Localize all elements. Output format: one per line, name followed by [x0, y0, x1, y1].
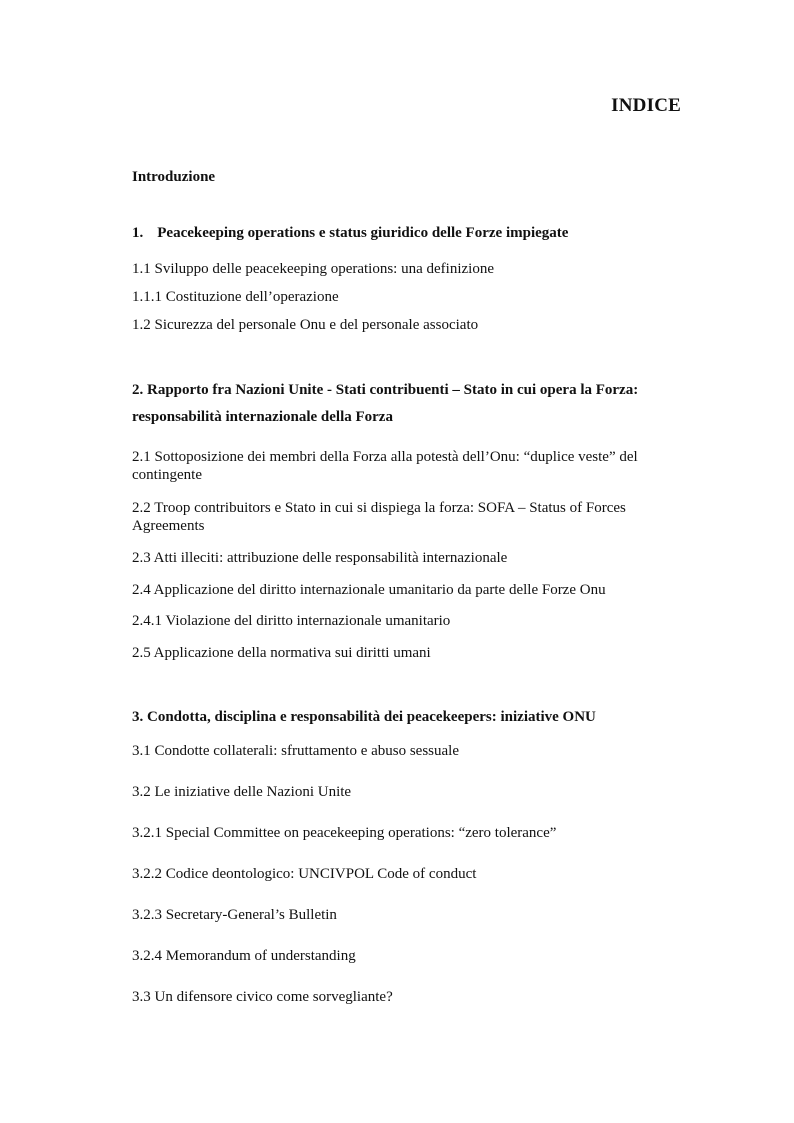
toc-entry-1-2: 1.2 Sicurezza del personale Onu e del personale associato — [132, 317, 479, 333]
toc-entry-1-1-1: 1.1.1 Costituzione dell’operazione — [132, 289, 339, 305]
chapter-2-heading-line1: 2. Rapporto fra Nazioni Unite - Stati contribuenti – Stato in cui opera la Forza: — [132, 382, 639, 398]
toc-entry-3-2-2: 3.2.2 Codice deontologico: UNCIVPOL Code of conduct — [132, 866, 477, 882]
toc-entry-2-2: 2.2 Troop contribuitors e Stato in cui si dispiega la forza: SOFA – Status of Forces Agreements — [132, 500, 626, 534]
toc-entry-1-1: 1.1 Sviluppo delle peacekeeping operations: una definizione — [132, 261, 494, 277]
toc-entry-2-4-1: 2.4.1 Violazione del diritto internazionale umanitario — [132, 613, 451, 629]
toc-entry-3-2-4: 3.2.4 Memorandum of understanding — [132, 948, 356, 964]
toc-entry-3-3: 3.3 Un difensore civico come sorvegliante? — [132, 989, 393, 1005]
toc-entry-3-2: 3.2 Le iniziative delle Nazioni Unite — [132, 784, 352, 800]
chapter-2-heading-line2: responsabilità internazionale della Forza — [132, 409, 393, 425]
toc-entry-2-1: 2.1 Sottoposizione dei membri della Forza alla potestà dell’Onu: “duplice veste” del contingente — [132, 449, 638, 483]
toc-entry-2-3: 2.3 Atti illeciti: attribuzione delle responsabilità internazionale — [132, 550, 508, 566]
toc-introduction: Introduzione — [132, 169, 216, 185]
page-title: INDICE — [611, 95, 681, 116]
chapter-1-number: 1. — [132, 225, 144, 241]
chapter-1-heading — [132, 224, 677, 242]
chapter-3-heading: 3. Condotta, disciplina e responsabilità dei peacekeepers: iniziative ONU — [132, 709, 596, 725]
chapter-1-title: Peacekeeping operations e status giuridico delle Forze impiegate — [157, 225, 569, 241]
toc-entry-3-1: 3.1 Condotte collaterali: sfruttamento e abuso sessuale — [132, 743, 459, 759]
toc-entry-2-5: 2.5 Applicazione della normativa sui diritti umani — [132, 645, 431, 661]
toc-entry-3-2-1: 3.2.1 Special Committee on peacekeeping operations: “zero tolerance” — [132, 825, 557, 841]
toc-entry-2-4: 2.4 Applicazione del diritto internazionale umanitario da parte delle Forze Onu — [132, 582, 606, 598]
toc-entry-3-2-3: 3.2.3 Secretary-General’s Bulletin — [132, 907, 337, 923]
